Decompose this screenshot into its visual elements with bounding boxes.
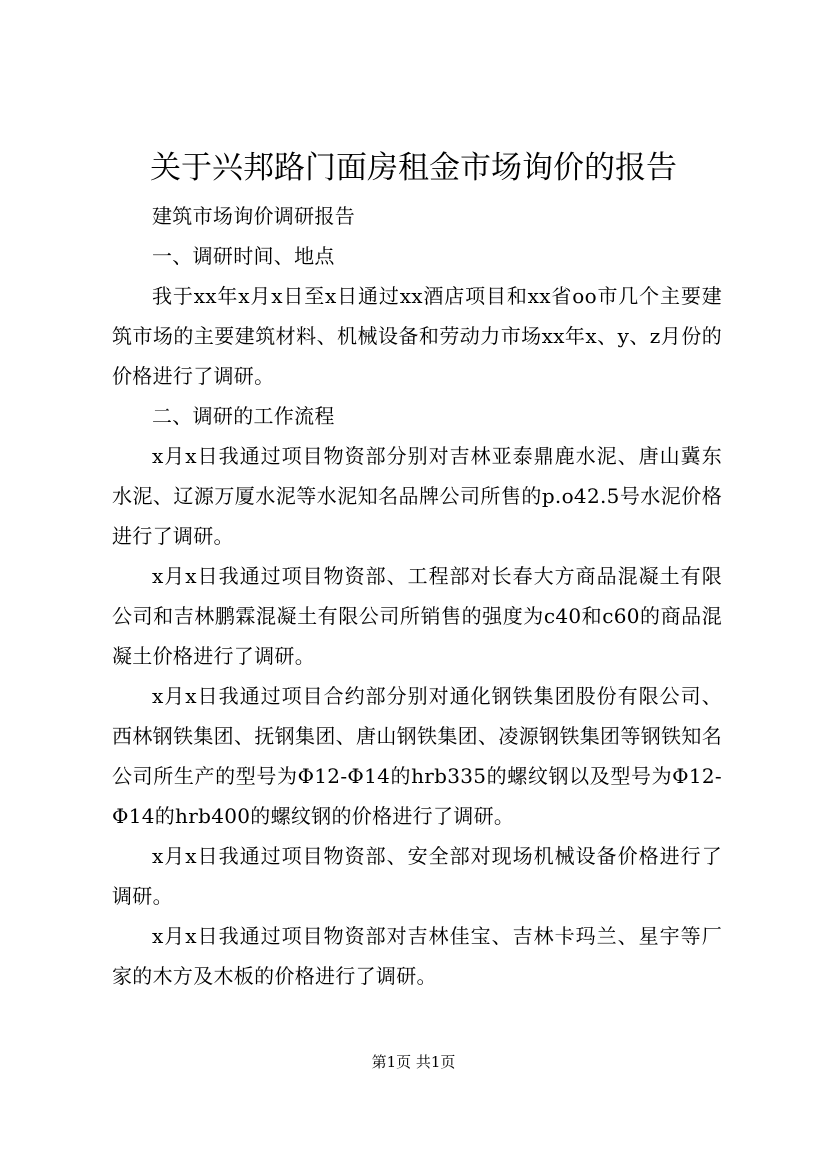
paragraph-timber-survey: x月x日我通过项目物资部对吉林佳宝、吉林卡玛兰、星宇等厂家的木方及木板的价格进行了调研。 bbox=[112, 924, 722, 988]
page-footer: 第1页 共1页 bbox=[371, 1053, 456, 1071]
paragraph-subtitle: 建筑市场询价调研报告 bbox=[152, 204, 355, 228]
document-body bbox=[112, 196, 722, 996]
paragraph-machinery-survey: x月x日我通过项目物资部、安全部对现场机械设备价格进行了调研。 bbox=[112, 844, 722, 908]
paragraph-cement-survey: x月x日我通过项目物资部分别对吉林亚泰鼎鹿水泥、唐山冀东水泥、辽源万厦水泥等水泥知名品牌公司所售的p.o42.5号水泥价格进行了调研。 bbox=[112, 444, 722, 548]
paragraph-section-1-heading: 一、调研时间、地点 bbox=[152, 244, 335, 268]
paragraph-section-2-heading: 二、调研的工作流程 bbox=[152, 404, 335, 428]
document-title: 关于兴邦路门面房租金市场询价的报告 bbox=[150, 150, 677, 186]
paragraph-steel-survey: x月x日我通过项目合约部分别对通化钢铁集团股份有限公司、西林钢铁集团、抚钢集团、唐山钢铁集团、凌源钢铁集团等钢铁知名公司所生产的型号为Φ12-Φ14的hrb335的螺纹钢以及型号为Φ12-Φ14的hrb400的螺纹钢的价格进行了调研。 bbox=[112, 684, 722, 828]
paragraph-time-location: 我于xx年x月x日至x日通过xx酒店项目和xx省oo市几个主要建筑市场的主要建筑材料、机械设备和劳动力市场xx年x、y、z月份的价格进行了调研。 bbox=[112, 284, 722, 388]
paragraph-concrete-survey: x月x日我通过项目物资部、工程部对长春大方商品混凝土有限公司和吉林鹏霖混凝土有限公司所销售的强度为c40和c60的商品混凝土价格进行了调研。 bbox=[112, 564, 722, 668]
